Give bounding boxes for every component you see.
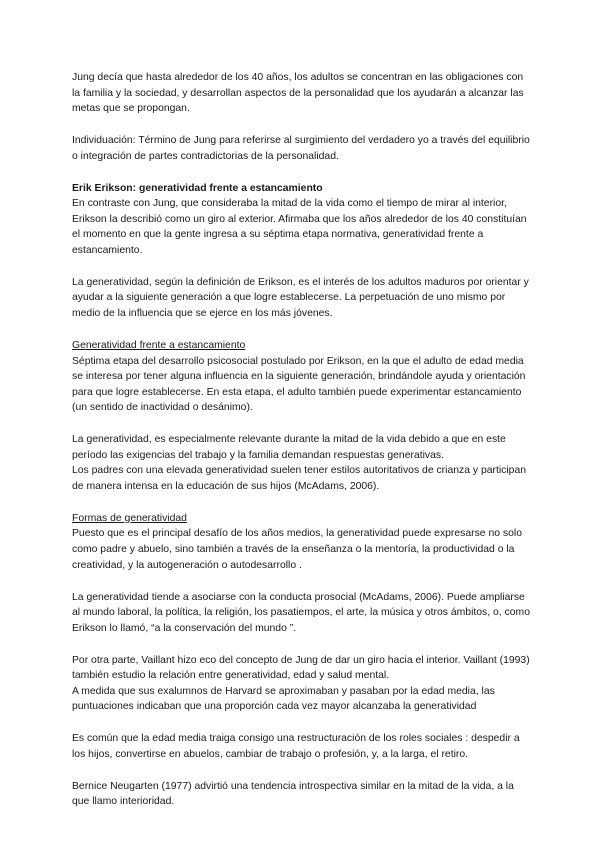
erikson-paragraph: En contraste con Jung, que consideraba la mitad de la vida como el tiempo de mirar al interior, Erikson la describió como un giro al exterior. Afirmaba que los años alrededor de los 40 constituían el momento en que la gente ingresa a su séptima etapa normativa, generatividad frente a estancamiento. (72, 198, 527, 256)
forms-heading: Formas de generatividad (72, 512, 187, 524)
individuation-paragraph: Individuación: Término de Jung para referirse al surgimiento del verdadero yo a través del equilibrio o integración de partes contradictorias de la personalidad. (72, 135, 530, 162)
document-body (72, 70, 534, 826)
prosocial-paragraph: La generatividad tiende a asociarse con la conducta prosocial (McAdams, 2006). Puede ampliarse al mundo laboral, la política, la religión, los pasatiempos, el arte, la música y otros ámbitos, o, como Erikson lo llamó, “a la conservación del mundo ”. (72, 591, 530, 634)
generativity-definition-paragraph: La generatividad, según la definición de Erikson, es el interés de los adultos maduros por orientar y ayudar a la siguiente generación a que logre establecerse. La perpetuación de uno mismo por medio de la influencia que se ejerce en los más jóvenes. (72, 276, 529, 320)
vaillant-line-2: A medida que sus exalumnos de Harvard se aproximaban y pasaban por la edad media, las puntuaciones indicaban que una proporción cada vez mayor alcanzaba la generatividad (72, 685, 495, 713)
intro-paragraph: Jung decía que hasta alrededor de los 40 años, los adultos se concentran en las obligaciones con la familia y la sociedad, y desarrollan aspectos de la personalidad que los ayudarán a alcanzar las metas que se propongan. (72, 72, 524, 115)
roles-paragraph: Es común que la edad media traiga consigo una restructuración de los roles sociales : despedir a los hijos, convertirse en abuelos, cambiar de trabajo o profesión, y, a la larga, el retiro. (72, 733, 520, 760)
relevance-paragraph (72, 432, 534, 494)
relevance-line-2: Los padres con una elevada generatividad suelen tener estilos autoritativos de crianza y participan de manera intensa en la educación de sus hijos (McAdams, 2006). (72, 465, 527, 492)
vaillant-paragraph (72, 653, 534, 715)
erikson-section (72, 181, 534, 259)
stagnation-section (72, 338, 534, 416)
erikson-heading: Erik Erikson: generatividad frente a estancamiento (72, 182, 323, 194)
stagnation-heading: Generatividad frente a estancamiento (72, 339, 246, 351)
stagnation-paragraph: Séptima etapa del desarrollo psicosocial postulado por Erikson, en la que el adulto de edad media se interesa por tener alguna influencia en la siguiente generación, brindándole ayuda y orientación para que logre establecerse. En esta etapa, el adulto también puede experimentar estancamiento (un sentido de inactividad o desánimo). (72, 355, 526, 414)
relevance-line-1: La generatividad, es especialmente relevante durante la mitad de la vida debido a que en este período las exigencias del trabajo y la familia demandan respuestas generativas. (72, 434, 506, 461)
neugarten-paragraph: Bernice Neugarten (1977) advirtió una tendencia introspectiva similar en la mitad de la vida, a la que llamo interioridad. (72, 780, 514, 808)
vaillant-line-1: Por otra parte, Vaillant hizo eco del concepto de Jung de dar un giro hacia el interior. Vaillant (1993) también estudio la relación entre generatividad, edad y salud mental. (72, 654, 530, 682)
forms-paragraph: Puesto que es el principal desafío de los años medios, la generatividad puede expresarse no solo como padre y abuelo, sino también a través de la enseñanza o la mentoría, la productividad o la creatividad, y la autogeneración o autodesarrollo . (72, 528, 522, 571)
forms-section (72, 511, 534, 573)
